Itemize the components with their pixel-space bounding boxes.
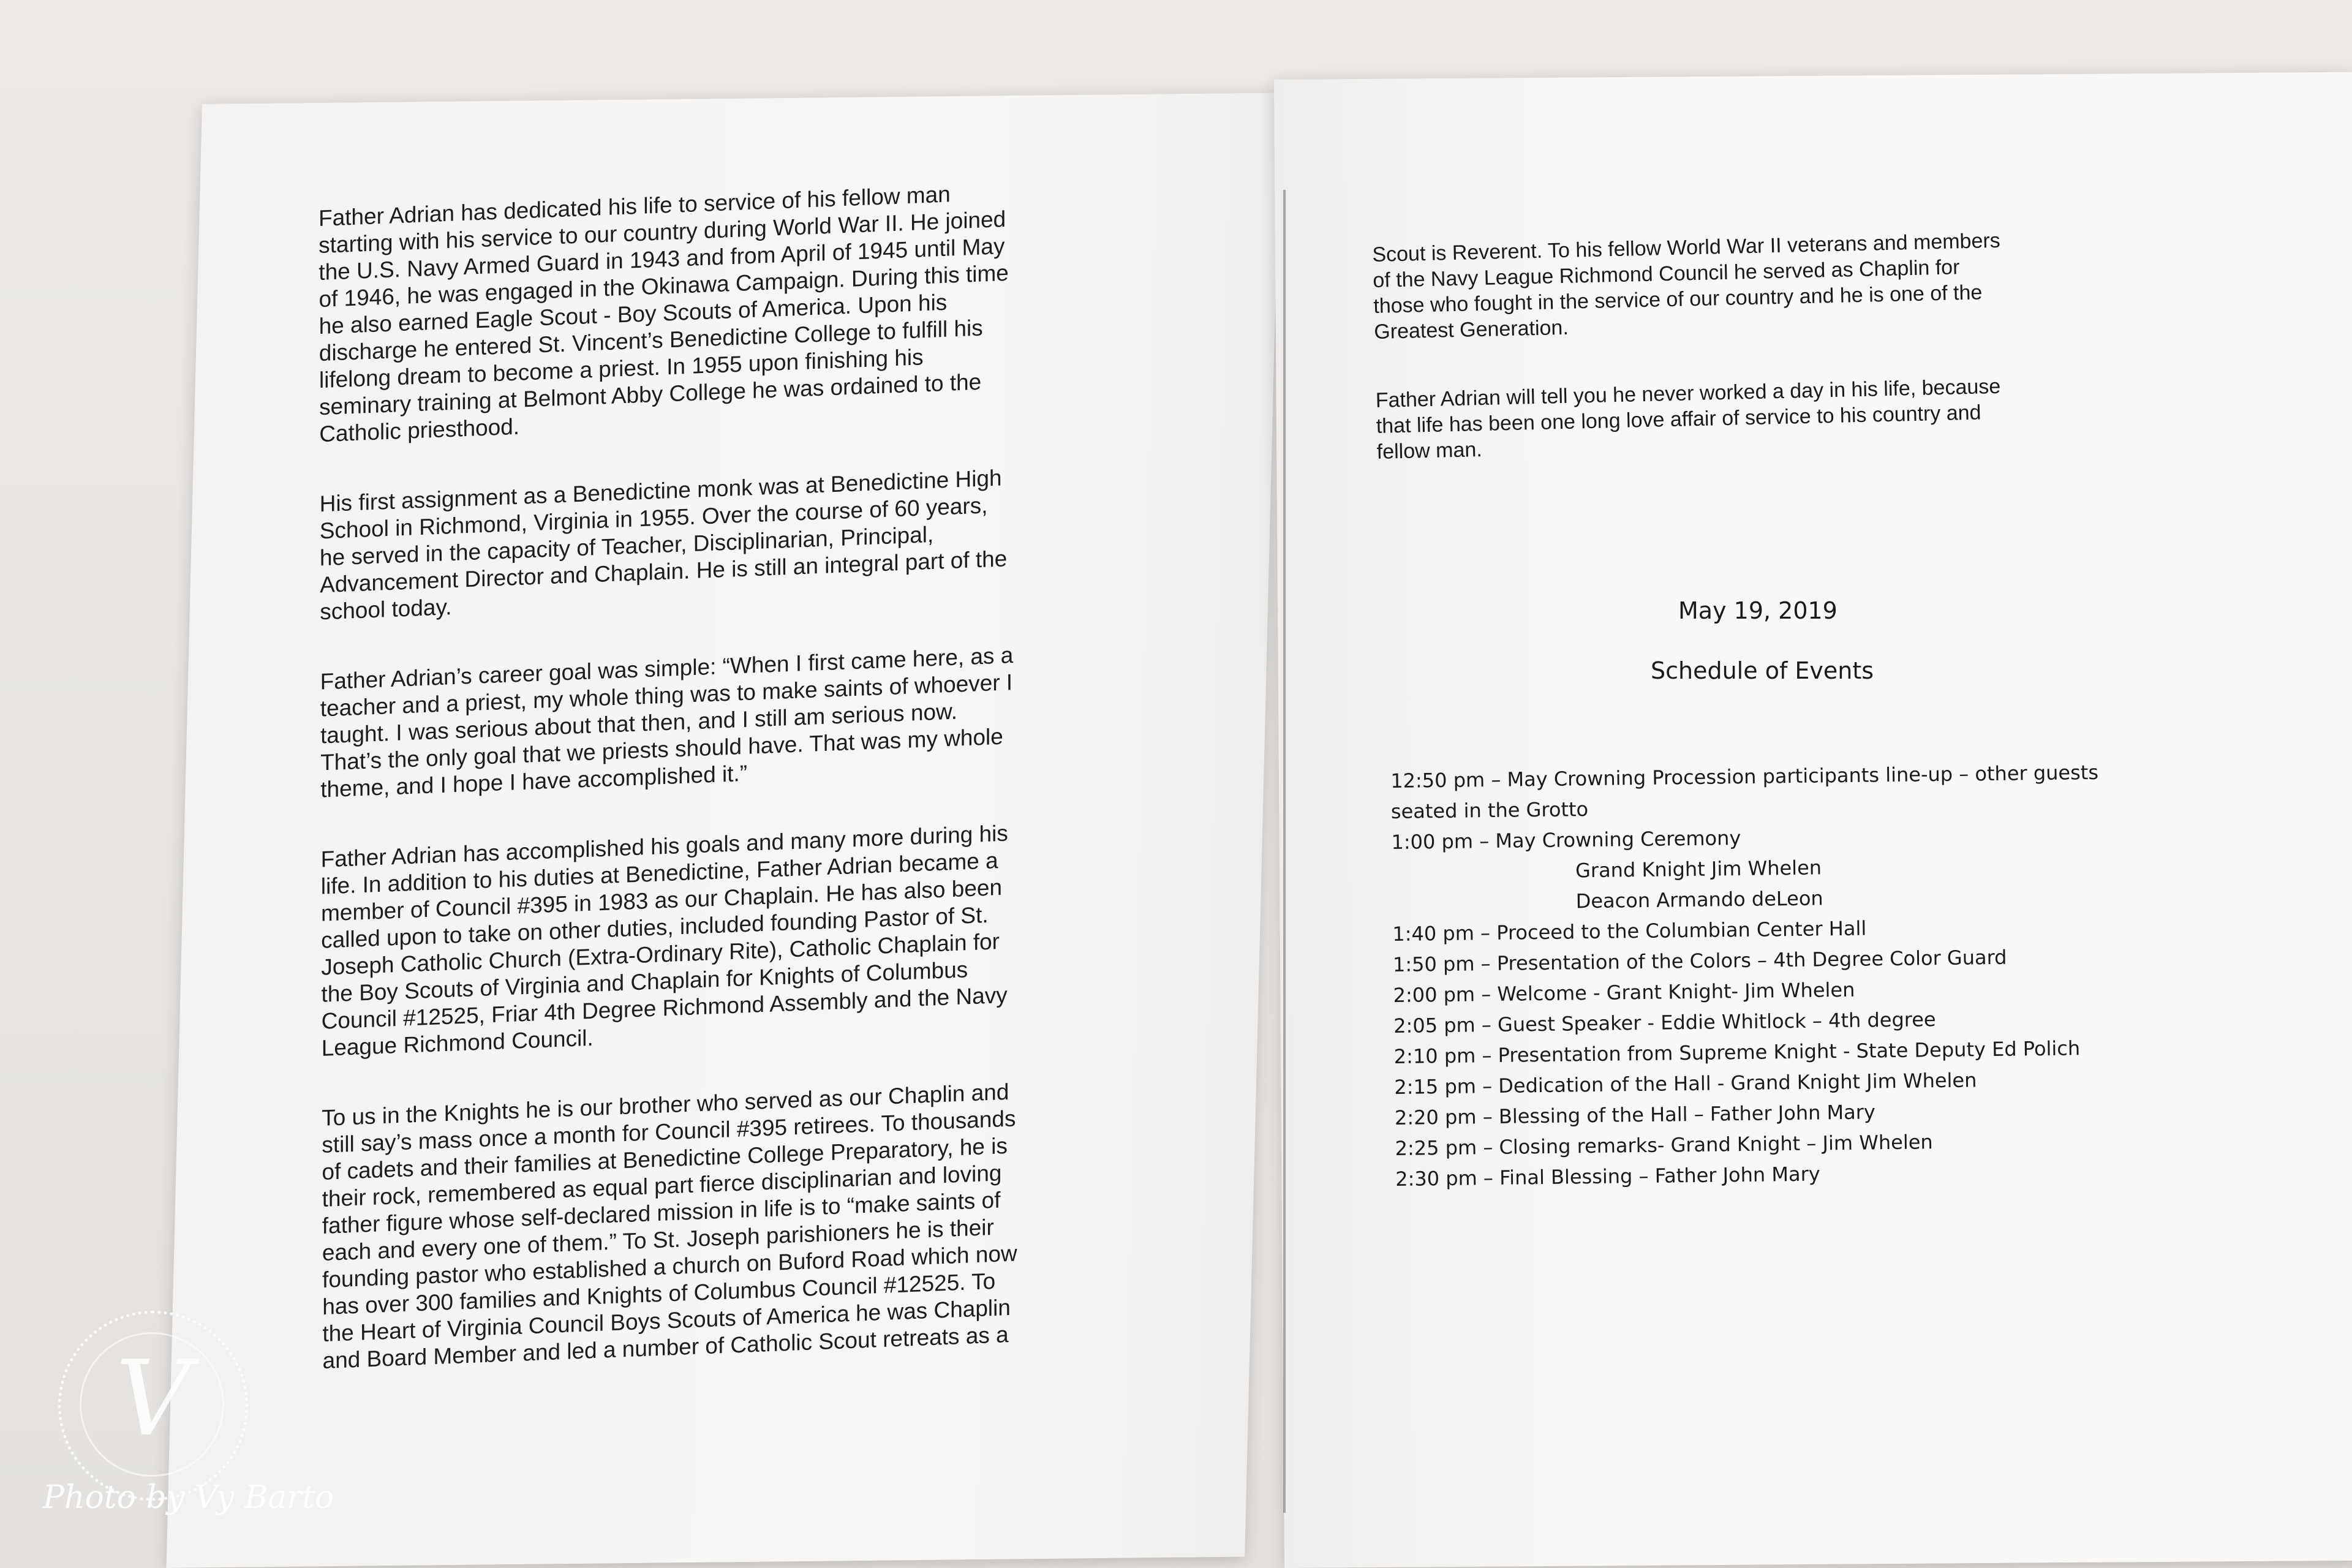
schedule-item: 2:20 pm – Blessing of the Hall – Father John Mary [1394,1100,1876,1129]
watermark-monogram: V [115,1338,191,1460]
photographer-watermark-seal [58,1311,248,1501]
schedule-item: 2:00 pm – Welcome - Grant Knight- Jim Whelen [1393,978,1855,1007]
bio-paragraph-1: Father Adrian has dedicated his life to service of his fellow man starting with his service to our country during World War II. He joined the U.S. Navy Armed Guard in 1943 and from April of 1945 until May of 1946, he was engaged in the Okinawa Campaign. During this time he also earned Eagle Scout - Boy Scouts of America. Upon his discharge he entered St. Vincent’s Benedictine College to fulfill his lifelong dream to become a priest. In 1955 upon finishing his seminary training at Belmont Abby College he was ordained to the Catholic priesthood. [318,181,1009,447]
schedule-item: 2:15 pm – Dedication of the Hall - Grand Knight Jim Whelen [1394,1068,1977,1099]
schedule-item: 2:25 pm – Closing remarks- Grand Knight – Jim Whelen [1395,1130,1933,1160]
event-date: May 19, 2019 [1678,597,1838,624]
right-page-text [1372,225,2132,508]
schedule-item: 1:50 pm – Presentation of the Colors – 4th Degree Color Guard [1392,945,2007,976]
schedule-item: 2:30 pm – Final Blessing – Father John Mary [1395,1162,1820,1191]
schedule-item: 2:10 pm – Presentation from Supreme Knight - State Deputy Ed Polich [1393,1036,2081,1068]
schedule-item-participant: Grand Knight Jim Whelen [1575,856,1822,883]
schedule-item: 1:00 pm – May Crowning Ceremony [1391,826,1741,854]
schedule-title: Schedule of Events [1651,657,1874,684]
bio-paragraph-3: Father Adrian’s career goal was simple: “When I first came here, as a teacher and a priest, my whole thing was to make saints of whoever I taught. I was serious about that then, and I still am serious now. That’s the only goal that we priests should have. That was my whole theme, and I hope I have accomplished it.” [320,642,1014,802]
schedule-item: 2:05 pm – Guest Speaker - Eddie Whitlock – 4th degree [1393,1008,1936,1038]
program-fold-line [1283,190,1286,1513]
photographer-credit: Photo by Vy Barto [43,1479,334,1516]
bio-paragraph-4: Father Adrian has accomplished his goals and many more during his life. In addition to his duties at Benedictine, Father Adrian became a member of Council #395 in 1983 as our Chaplain. He has also been called upon to take on other duties, included founding Pastor of St. Joseph Catholic Church (Extra-Ordinary Rite), Catholic Chaplain for the Boy Scouts of Virginia and Chaplain for Knights of Columbus Council #12525, Friar 4th Degree Richmond Assembly and the Navy League Richmond Council. [320,820,1008,1061]
schedule-list [1390,756,2161,1194]
schedule-item: 1:40 pm – Proceed to the Columbian Center Hall [1392,916,1867,946]
bio-paragraph-2: His first assignment as a Benedictine monk was at Benedictine High School in Richmond, Virginia in 1955. Over the course of 60 years, he served in the capacity of Teacher, Disciplinarian, Principal, Advancement Director and Chaplain. He is still an integral part of the school today. [319,465,1008,625]
bio-paragraph-6: Scout is Reverent. To his fellow World War II veterans and members of the Navy League Richmond Council he served as Chaplin for those who fought in the service of our country and he is one of the Greatest Generation. [1372,228,2001,344]
bio-paragraph-7: Father Adrian will tell you he never worked a day in his life, because that life has been one long love affair of service to his country and fellow man. [1375,374,2001,464]
bio-paragraph-5: To us in the Knights he is our brother who served as our Chaplin and still say’s mass once a month for Council #395 retirees. To thousands of cadets and their families at Benedictine College Preparatory, he is their rock, remembered as equal part fierce disciplinarian and loving father figure whose self-declared mission in life is to “make saints of each and every one of them.” To St. Joseph parishioners he is their founding pastor who established a church on Buford Road which now has over 300 families and Knights of Columbus Council #12525. To the Heart of Virginia Council Boys Scouts of America he was Chaplin and Board Member and led a number of Catholic Scout retreats as a [322,1079,1017,1374]
schedule-item: 12:50 pm – May Crowning Procession participants line-up – other guests seated in the Grotto [1390,760,2099,823]
left-page-text [318,173,1149,1417]
schedule-item-participant: Deacon Armando deLeon [1575,886,1823,913]
